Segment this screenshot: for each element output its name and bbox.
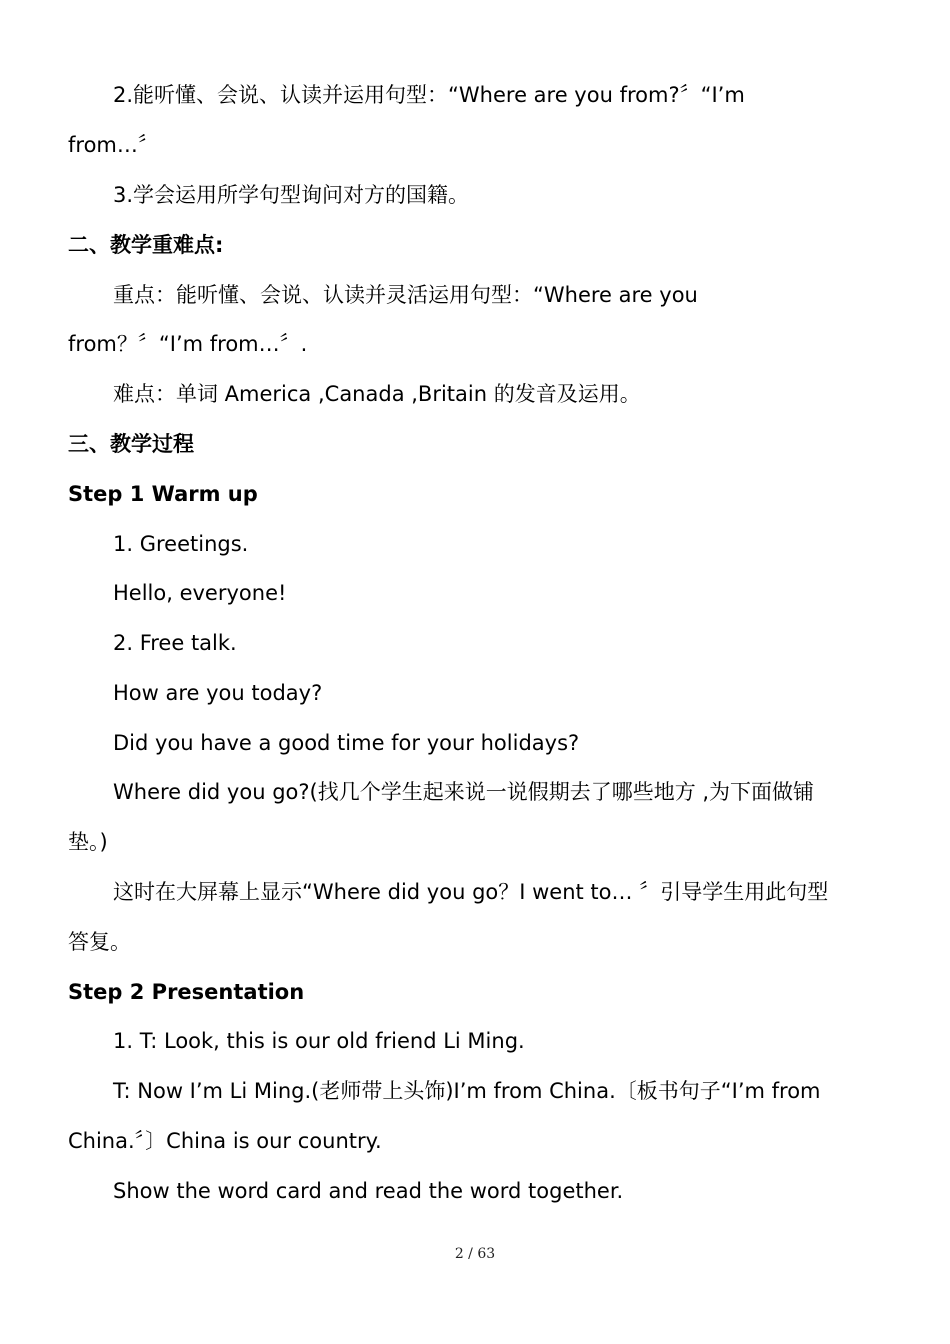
word-card-instruction: Show the word card and read the word together. [113, 1179, 624, 1203]
objective-2-line-1: 2.能听懂、会说、认读并运用句型：“Where are you from?〞“I’m [113, 83, 745, 107]
key-point-line-2: from？〞“I’m from…〞. [68, 332, 308, 356]
screen-display-line-1: 这时在大屏幕上显示“Where did you go？I went to… 〞引导学生用此句型 [113, 880, 829, 904]
step-1-heading: Step 1 Warm up [68, 482, 258, 506]
section-heading-process: 三、教学过程 [68, 432, 194, 456]
free-talk-question-3-line-2: 垫。) [68, 830, 108, 854]
free-talk-question-2: Did you have a good time for your holidays? [113, 731, 580, 755]
greetings-item: 1. Greetings. [113, 532, 249, 556]
free-talk-question-1: How are you today? [113, 681, 323, 705]
free-talk-question-3-line-1: Where did you go?(找几个学生起来说一说假期去了哪些地方 ,为下面做铺 [113, 780, 815, 804]
step-2-heading: Step 2 Presentation [68, 980, 305, 1004]
free-talk-item: 2. Free talk. [113, 631, 237, 655]
screen-display-line-2: 答复。 [68, 930, 131, 954]
difficult-point: 难点：单词 America ,Canada ,Britain 的发音及运用。 [113, 382, 641, 406]
key-point-line-1: 重点：能听懂、会说、认读并灵活运用句型：“Where are you [113, 283, 698, 307]
objective-2-line-2: from…〞 [68, 133, 159, 157]
presentation-dialogue-line-2: China.〞〕China is our country. [68, 1129, 382, 1153]
objective-3: 3.学会运用所学句型询问对方的国籍。 [113, 183, 470, 207]
presentation-dialogue-line-1: T: Now I’m Li Ming.(老师带上头饰)I’m from China.〔板书句子“I’m from [113, 1079, 821, 1103]
section-heading-key-points: 二、教学重难点: [68, 233, 224, 257]
page-number: 2 / 63 [454, 1246, 496, 1262]
presentation-item-1: 1. T: Look, this is our old friend Li Ming. [113, 1029, 525, 1053]
greeting-text: Hello, everyone! [113, 581, 287, 605]
